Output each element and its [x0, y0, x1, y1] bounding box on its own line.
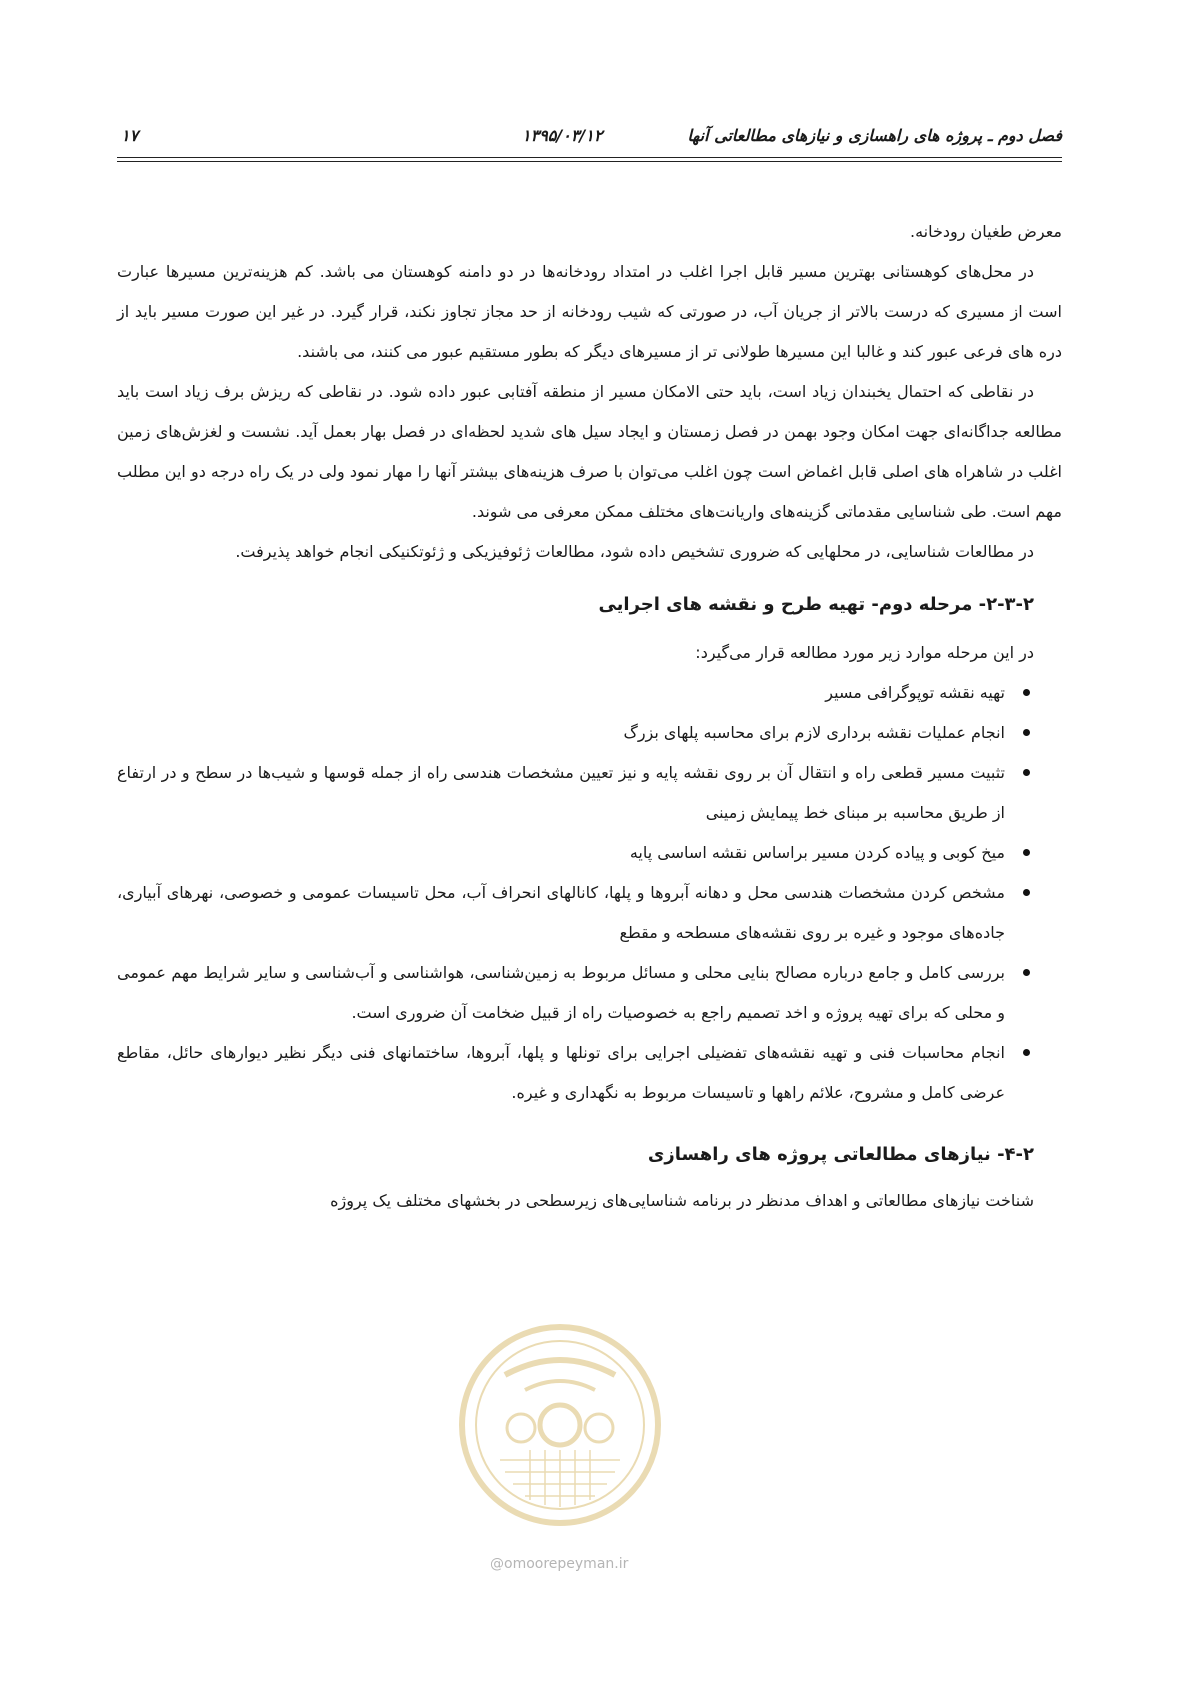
- watermark-logo-icon: [455, 1320, 665, 1530]
- paragraph: در نقاطی که احتمال یخبندان زیاد است، باید حتی الامکان مسیر از منطقه آفتابی عبور داده شود. در نقاطی که ریزش برف زیاد است باید مطالعه جداگانه‌ای جهت امکان وجود بهمن در فصل زمستان و ایجاد سیل های شدید لحظه‌ای در فصل بهار بعمل آید. نشست و لغزش‌های زمین اغلب در شاهراه های اصلی قابل اغماض است چون اغلب می‌توان با صرف هزینه‌های بیشتر آنها را مهار نمود ولی در یک راه درجه دو این مطلب مهم است. طی شناسایی مقدماتی گزینه‌های واریانت‌های مختلف ممکن معرفی می شوند.: [117, 382, 1062, 521]
- list-item: تهیه نقشه توپوگرافی مسیر: [117, 673, 1005, 713]
- header-rule-top: [117, 157, 1062, 158]
- paragraph: شناخت نیازهای مطالعاتی و اهداف مدنظر در برنامه شناسایی‌های زیرسطحی در بخشهای مختلف یک پروژه: [330, 1191, 1034, 1210]
- section-heading: ۴-۲- نیازهای مطالعاتی پروژه های راهسازی: [647, 1144, 1034, 1165]
- list-item: انجام محاسبات فنی و تهیه نقشه‌های تفضیلی اجرایی برای تونلها و پلها، آبروها، ساختمانهای فنی دیگر نظیر دیوارهای حائل، مقاطع عرضی کامل و مشروح، علائم راهها و تاسیسات مربوط به نگهداری و غیره.: [117, 1033, 1005, 1113]
- watermark-site-text: @omoorepeyman.ir: [490, 1556, 629, 1572]
- page-body: [117, 212, 1062, 1221]
- list-item: مشخص کردن مشخصات هندسی محل و دهانه آبروها و پلها، کانالهای انحراف آب، محل تاسیسات عمومی و خصوصی، نهرهای آبیاری، جاده‌های موجود و غیره بر روی نقشه‌های مسطحه و مقطع: [117, 873, 1005, 953]
- list-item: بررسی کامل و جامع درباره مصالح بنایی محلی و مسائل مربوط به زمین‌شناسی، هواشناسی و آب‌شناسی و سایر شرایط مهم عمومی و محلی که برای تهیه پروژه و اخد تصمیم راجع به خصوصیات راه از قبیل ضخامت آن ضروری است.: [117, 953, 1005, 1033]
- paragraph: در مطالعات شناسایی، در محلهایی که ضروری تشخیص داده شود، مطالعات ژئوفیزیکی و ژئوتکنیکی انجام خواهد پذیرفت.: [235, 542, 1034, 561]
- chapter-title: فصل دوم ـ پروژه های راهسازی و نیازهای مطالعاتی آنها: [687, 126, 1062, 145]
- page-header: [117, 126, 1062, 156]
- section-intro: در این مرحله موارد زیر مورد مطالعه قرار می‌گیرد:: [695, 643, 1034, 662]
- list-item: تثبیت مسیر قطعی راه و انتقال آن بر روی نقشه پایه و نیز تعیین مشخصات هندسی راه از جمله قوسها و شیب‌ها در سطح و در ارتفاع از طریق محاسبه بر مبنای خط پیمایش زمینی: [117, 753, 1005, 833]
- list-item: میخ کوبی و پیاده کردن مسیر براساس نقشه اساسی پایه: [117, 833, 1005, 873]
- list-item: انجام عملیات نقشه برداری لازم برای محاسبه پلهای بزرگ: [117, 713, 1005, 753]
- page-number: ۱۷: [121, 126, 139, 145]
- requirements-list: [117, 673, 1062, 1113]
- paragraph: معرض طغیان رودخانه.: [910, 222, 1062, 241]
- section-heading: ۲-۳-۲- مرحله دوم- تهیه طرح و نقشه های اجرایی: [598, 594, 1034, 615]
- header-date: ۱۳۹۵/۰۳/۱۲: [522, 126, 603, 145]
- header-rule-bottom: [117, 161, 1062, 162]
- paragraph: در محل‌های کوهستانی بهترین مسیر قابل اجرا اغلب در امتداد رودخانه‌ها در دو دامنه کوهستان می باشد. کم هزینه‌ترین مسیرها عبارت است از مسیری که درست بالاتر از جریان آب، در صورتی که شیب رودخانه از حد مجاز تجاوز نکند، قرار گیرد. در غیر این صورت مسیر باید از دره های فرعی عبور کند و غالبا این مسیرها طولانی تر از مسیرهای دیگر که بطور مستقیم عبور می کنند، می باشند.: [117, 262, 1062, 361]
